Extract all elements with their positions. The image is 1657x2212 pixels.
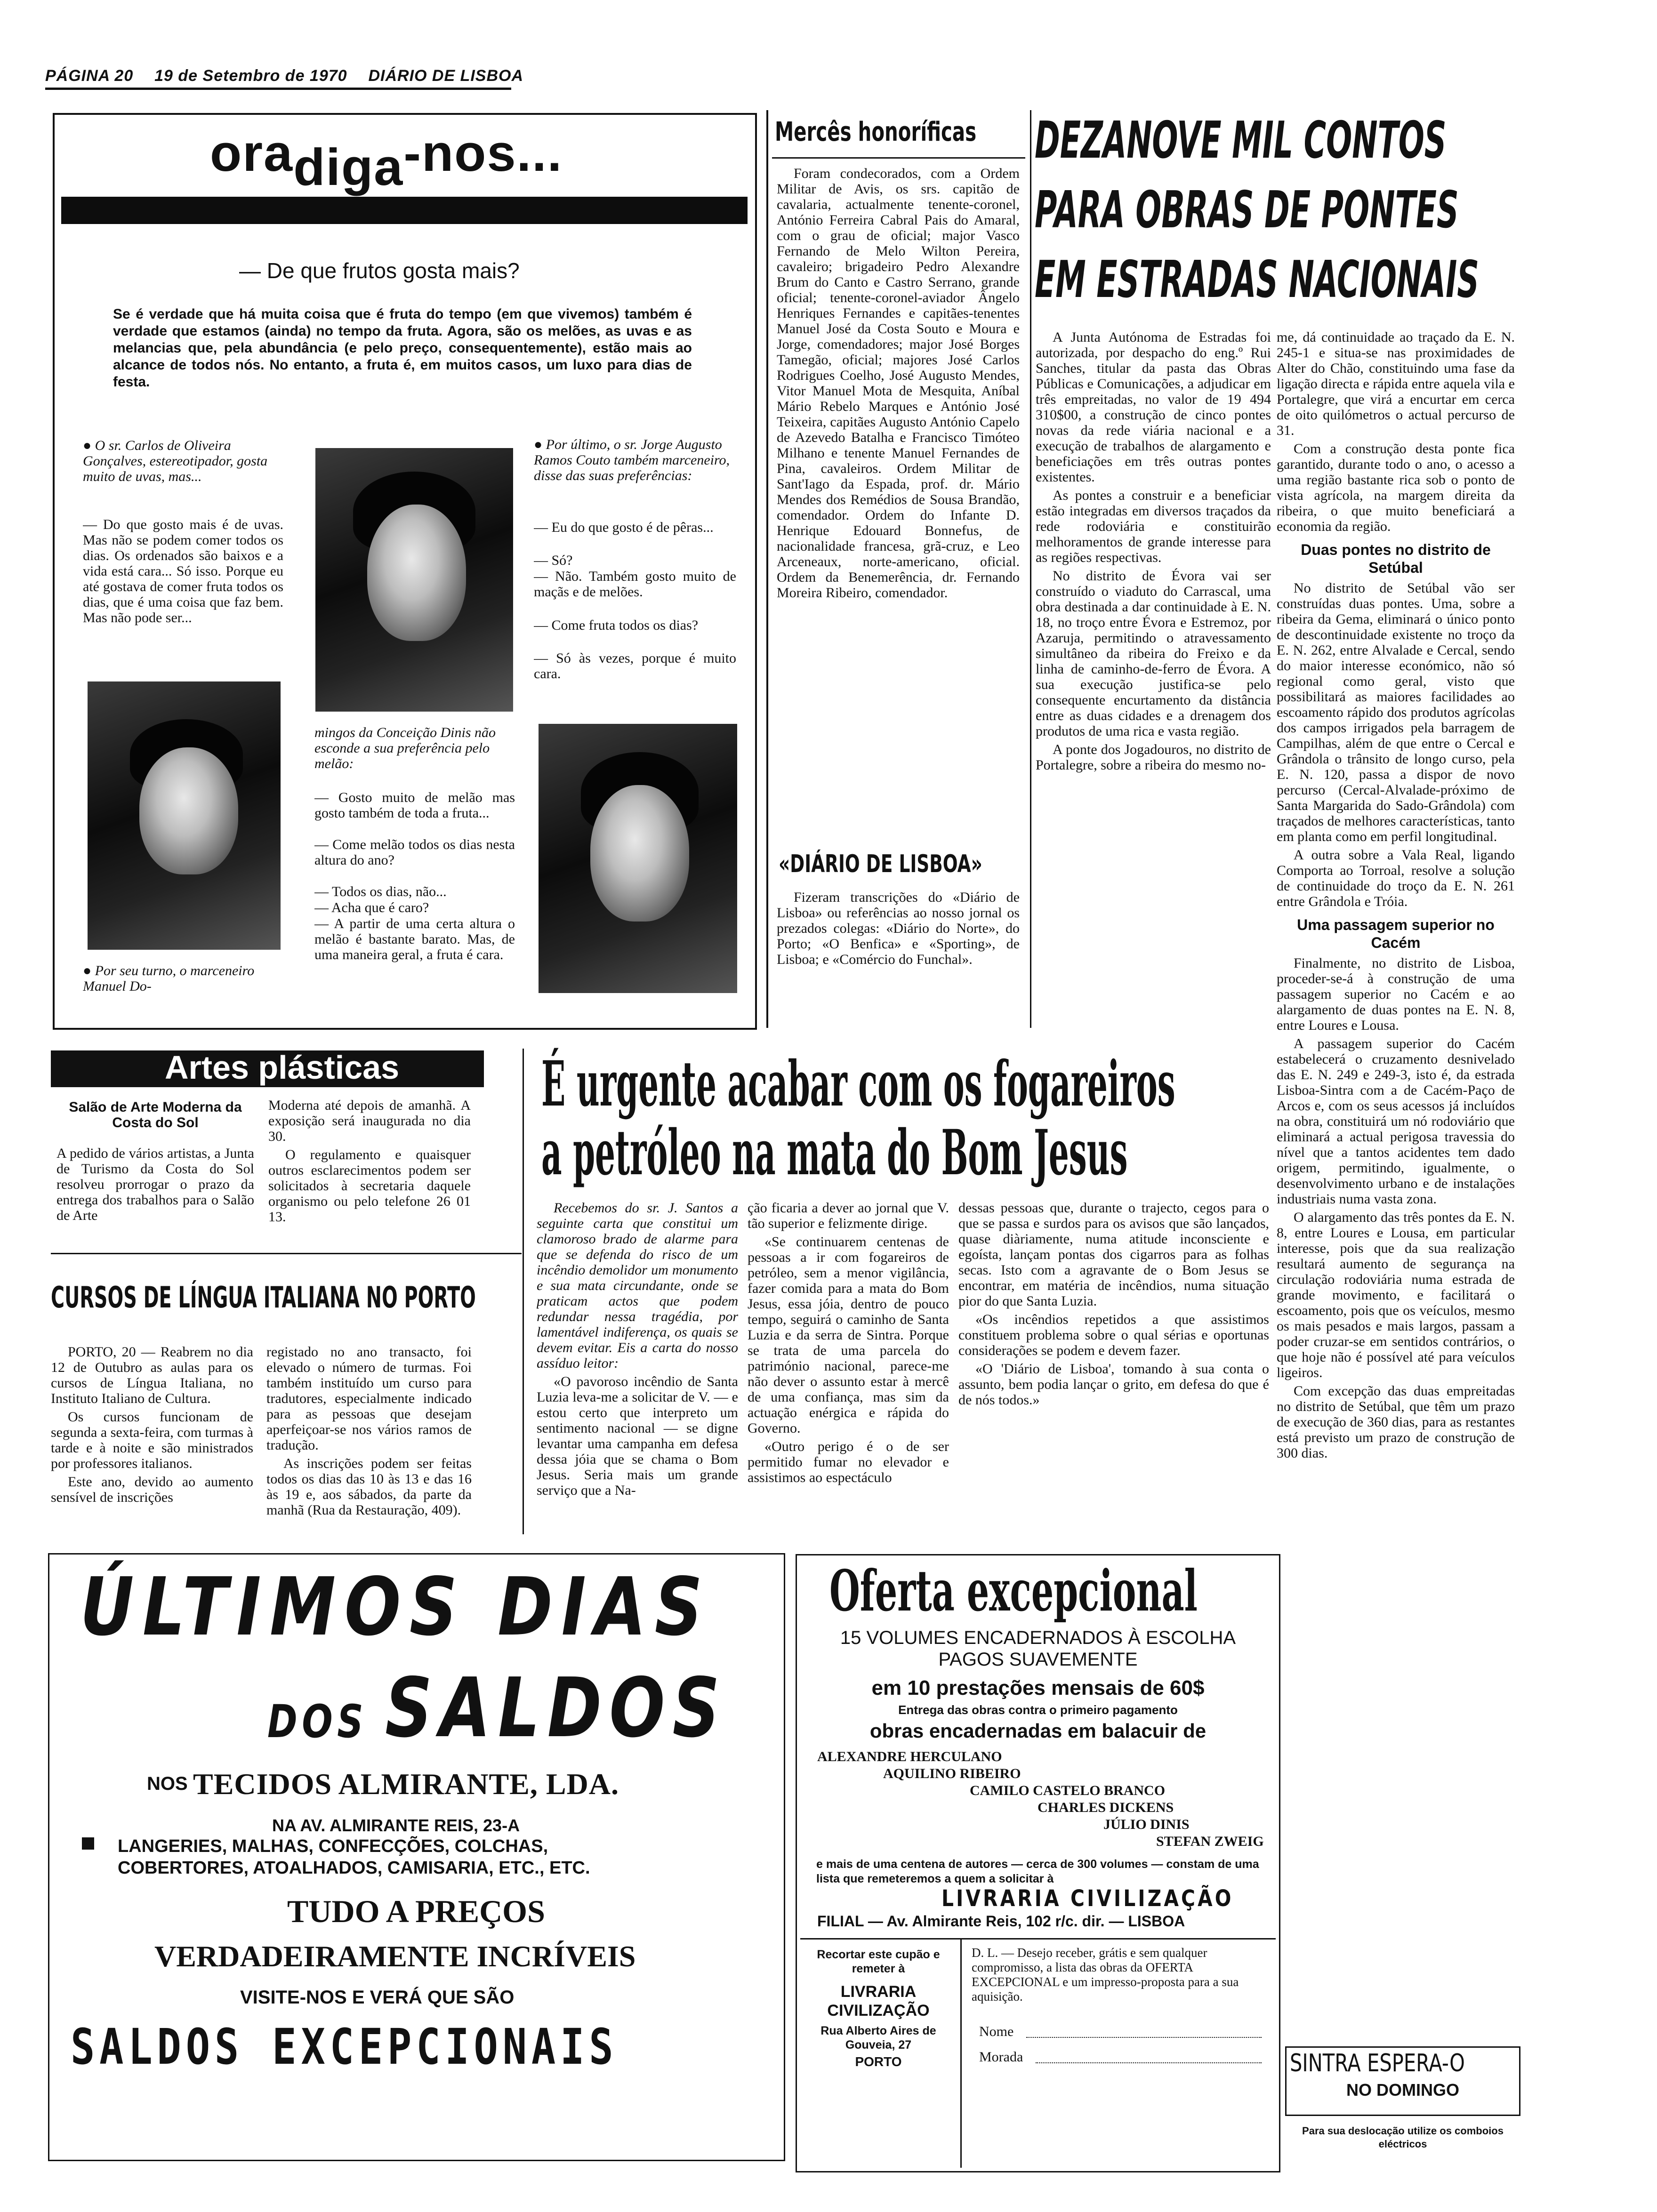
- photo-jorge-couto: [539, 724, 737, 993]
- ora-question: — De que frutos gosta mais?: [239, 258, 520, 283]
- coupon-morada-label: Morada: [979, 2049, 1023, 2065]
- coupon-nome-field[interactable]: [1026, 2037, 1262, 2038]
- coupon-form-text: D. L. — Desejo receber, grátis e sem qualquer compromisso, a lista das obras da OFERTA EXCEPCIONAL e um impresso-proposta para a sua aquisição.: [972, 1946, 1239, 2004]
- oferta-author: STEFAN ZWEIG: [1156, 1834, 1264, 1849]
- paper-name: DIÁRIO DE LISBOA: [368, 67, 524, 85]
- cupao-text-4: PORTO: [855, 2054, 902, 2069]
- oferta-line-1: 15 VOLUMES ENCADERNADOS À ESCOLHA: [840, 1627, 1236, 1648]
- artes-text-2: Moderna até depois de amanhã. A exposição será inaugurada no dia 30. O regulamento e quaisquer outros esclarecimentos podem ser solicitados à secretaria daquele organismo ou pelo telefone 26 01 13.: [268, 1098, 471, 1225]
- saldos-visite: VISITE-NOS E VERÁ QUE SÃO: [240, 1987, 515, 2008]
- oferta-author: CAMILO CASTELO BRANCO: [970, 1783, 1166, 1798]
- saldos-store: TECIDOS ALMIRANTE, LDA.: [193, 1767, 619, 1801]
- fogareiros-headline-1: É urgente acabar com os fogareiros: [541, 1048, 1175, 1121]
- saldos-nos: NOS: [147, 1773, 188, 1794]
- artes-text-1: A pedido de vários artistas, a Junta de Turismo da Costa do Sol resolveu prorrogar o prazo da entrega dos trabalhos para o Salão de Arte: [56, 1146, 254, 1223]
- cursos-rule: [51, 1253, 522, 1254]
- oferta-line-5: obras encadernadas em balacuir de: [869, 1720, 1207, 1742]
- oferta-line-2: PAGOS SUAVEMENTE: [938, 1649, 1138, 1670]
- ora-intro: Se é verdade que há muita coisa que é fruta do tempo (em que vivemos) também é verdade que estamos (ainda) no tempo da fruta. Agora, são os melões, as uvas e as melancias que, pela abundância (e pelo preço, consequentemente), estão mais ao alcance de todos nós. No entanto, a fruta é, em muitos casos, um luxo para dias de festa.: [113, 306, 692, 390]
- oferta-line-3: em 10 prestações mensais de 60$: [871, 1676, 1205, 1699]
- oferta-filial: FILIAL — Av. Almirante Reis, 102 r/c. dir. — LISBOA: [817, 1913, 1185, 1930]
- oferta-line-6: e mais de uma centena de autores — cerca de 300 volumes — constam de uma lista que remeteremos a quem a solicitar à: [816, 1858, 1259, 1885]
- oferta-author: JÚLIO DINIS: [1103, 1817, 1190, 1832]
- dl-box-text: Fizeram transcrições do «Diário de Lisboa» ou referências ao nosso jornal os prezados colegas: «Diário do Norte», do Porto; «O Benfica» e «Sporting», de Lisboa; e «Comércio do Funchal».: [777, 890, 1020, 967]
- coupon-morada-field[interactable]: [1036, 2062, 1262, 2063]
- artes-subtitle: Salão de Arte Moderna da Costa do Sol: [69, 1099, 242, 1130]
- oferta-title: Oferta excepcional: [829, 1558, 1198, 1624]
- oferta-author: ALEXANDRE HERCULANO: [817, 1749, 1002, 1764]
- cupao-text-2: LIVRARIA CIVILIZAÇÃO: [827, 1983, 930, 2020]
- ora-col3-caption: ● Por último, o sr. Jorge Augusto Ramos Couto também marceneiro, disse das suas preferências:: [534, 437, 730, 483]
- oferta-line-4: Entrega das obras contra o primeiro pagamento: [898, 1703, 1178, 1717]
- sintra-line-1: SINTRA ESPERA-O: [1290, 2049, 1465, 2077]
- ora-col2-text-5: — A partir de uma certa altura o melão é bastante barato. Mas, de uma maneira geral, a fruta é cara.: [314, 916, 515, 962]
- ora-col3-text-3: — Não. Também gosto muito de maçãs e de melões.: [534, 569, 736, 600]
- page-number: PÁGINA 20: [45, 67, 134, 85]
- ora-col2-text-2: — Come melão todos os dias nesta altura do ano?: [314, 837, 515, 868]
- ora-col1-caption: ● O sr. Carlos de Oliveira Gonçalves, estereotipador, gosta muito de uvas, mas...: [83, 438, 268, 484]
- photo-carlos-goncalves: [88, 681, 281, 950]
- saldos-excepcionais: SALDOS EXCEPCIONAIS: [71, 2018, 618, 2076]
- ora-col2-text-1: — Gosto muito de melão mas gosto também de toda a fruta...: [314, 790, 515, 821]
- column-rule: [1030, 110, 1031, 1028]
- ora-col2-caption: mingos da Conceição Dinis não esconde a sua preferência pelo melão:: [314, 725, 496, 771]
- masthead: [45, 67, 523, 85]
- oferta-author: CHARLES DICKENS: [1038, 1800, 1174, 1815]
- column-rule: [766, 110, 768, 1028]
- saldos-line-1: ÚLTIMOS DIAS: [80, 1561, 711, 1654]
- ora-col3-text-5: — Só às vezes, porque é muito cara.: [534, 650, 736, 681]
- cupao-text-1: Recortar este cupão e remeter à: [817, 1948, 940, 1975]
- saldos-address: NA AV. ALMIRANTE REIS, 23-A: [272, 1816, 520, 1835]
- oferta-livraria: LIVRARIA CIVILIZAÇÃO: [941, 1885, 1234, 1912]
- merces-title: Mercês honoríficas: [775, 117, 977, 147]
- merces-rule: [772, 157, 1025, 159]
- oferta-cut-rule: [800, 1938, 1276, 1940]
- ora-col1-bottom-caption: ● Por seu turno, o marceneiro Manuel Do-: [83, 963, 255, 994]
- ora-title: oradiga-nos...: [210, 124, 563, 196]
- merces-text: Foram condecorados, com a Ordem Militar de Avis, os srs. capitão de cavalaria, actualmente tenente-coronel, António Ferreira Cabral Pais do Amaral, com o grau de oficial; major Vasco Fernando de Melo Wilton Pereira, cavaleiro; brigadeiro Pedro Alexandre Brum do Canto e Castro Serrano, grande oficial; tenente-coronel-aviador Ângelo Henriques Fernandes e capitães-tenentes Manuel José da Costa Souto e Moura e Jorge, comendadores; major José Borges Tamegão, oficial; majores José Carlos Rodrigues Coelho, José Augusto Mendes, Vitor Manuel Mota de Mesquita, Aníbal Mário Rebelo Marques e António José Teixeira, capitães Augusto António Capelo de Azevedo Batalha e Francisco Timóteo Milhano e tenente Manuel Fernandes de Pina, cavaleiros. Ordem Militar de Sant'Iago da Espada, prof. dr. Mário Mendes dos Remédios de Sousa Brandão, comendador. Ordem do Infante D. Henrique Edouard Bonnefus, de nacionalidade francesa, grã-cruz, e Leo Arceneaux, norte-americano, oficial. Ordem da Benemerência, dr. Fernando Moreira Ribeiro, comendador.: [777, 166, 1020, 601]
- ora-col3-text-1: — Eu do que gosto é de pêras...: [534, 520, 714, 535]
- pontes-headline-2: PARA OBRAS DE PONTES: [1035, 181, 1459, 240]
- ora-col3-text-2: — Só?: [534, 553, 573, 568]
- ora-col1-text: — Do que gosto mais é de uvas. Mas não se podem comer todos os dias. Os ordenados são baixos e a vida está cara... Só isso. Porque eu até gostava de comer fruta todos os dias, que é uma coisa que faz bem. Mas não pode ser...: [83, 517, 283, 625]
- sintra-line-2: NO DOMINGO: [1346, 2080, 1459, 2100]
- bullet-square-icon: [82, 1837, 94, 1850]
- saldos-line-2b: SALDOS: [385, 1660, 727, 1756]
- pontes-headline-3: EM ESTRADAS NACIONAIS: [1035, 250, 1479, 309]
- saldos-tudo: TUDO A PREÇOS: [287, 1893, 545, 1929]
- fogareiros-col2: ção ficaria a dever ao jornal que V. tão superior e felizmente dirige. «Se continuarem centenas de pessoas a ir com fogareiros de petróleo, sem a menor vigilância, fazer comida para a mata do Bom Jesus, essa jóia, dentro de pouco tempo, seguirá o caminho de Santa Luzia e da serra de Sintra. Porque se trata de uma parcela do património nacional, parece-me não dever o assunto estar à mercê de uma confiança, mas sim da actuação enérgica e rápida do Governo. «Outro perigo é o de ser permitido fumar no elevador e assistimos ao espectáculo: [748, 1200, 949, 1485]
- oferta-author: AQUILINO RIBEIRO: [883, 1766, 1021, 1781]
- coupon-nome-label: Nome: [979, 2024, 1014, 2039]
- oferta-cut-rule: [960, 1938, 962, 2168]
- ora-col3-text-4: — Come fruta todos os dias?: [534, 617, 699, 633]
- pontes-col2: me, dá continuidade ao traçado da E. N. 245-1 e situa-se nas proximidades de Alter do Chão, constituindo uma fase da ligação directa e rápida entre aquela vila e Portalegre, que virá a encurtar em cerca de oito quilómetros o actual percurso de 31. Com a construção desta ponte fica garantido, durante todo o ano, o acesso a uma região bastante rica sob o ponto de vista agrícola, na margem direita da ribeira, o que muito beneficiará a economia da região. Duas pontes no distrito de Setúbal No distrito de Setúbal vão ser construídas duas pontes. Uma, sobre a ribeira da Gema, eliminará o único ponto de descontinuidade existente no troço da E. N. 262, entre Alvalade e Cercal, sendo do maior interesse económico, não só regional como geral, visto que possibilitará as maiores facilidades ao escoamento rápido dos produtos agrícolas dos campos irrigados pela barragem de Campilhas, além de que entre o Cercal e Grândola o trânsito de longo curso, pela E. N. 120, passa a dispor de novo percurso (Cercal-Alvalade-próximo de Santa Margarida do Sado-Grândola) com traçados de melhores características, tanto em planta como em perfil longitudinal. A outra sobre a Vala Real, ligando Comporta ao Torroal, resolve a solução de continuidade do troço da E. N. 261 entre Grândola e Tróia. Uma passagem superior no Cacém Finalmente, no distrito de Lisboa, proceder-se-á à construção de uma passagem superior no Cacém e ao alargamento de duas pontes na E. N. 8, entre Loures e Lousa. A passagem superior do Cacém estabelecerá o cruzamento desnivelado das E. N. 249 e 249-3, isto é, da estrada Lisboa-Sintra com a de Cacém-Paço de Arcos e, com os seus acessos já incluídos na obra, constituirá um nó rodoviário que eliminará a actual perigosa travessia do nível que a tantos acidentes tem dado origem, permitindo, igualmente, o desenvolvimento urbano e de instalações industriais numa vasta zona. O alargamento das três pontes da E. N. 8, entre Loures e Lousa, em particular interesse, pois que da sua realização resultará aumento de segurança na circulação rodoviária numa estrada de grande movimento, e facilitará o escoamento, pois que os veículos, mesmo os mais pesados e mais largos, passam a poder cruzar-se em sentidos contrários, o que hoje não é possível até para veículos ligeiros. Com excepção das duas empreitadas no distrito de Setúbal, que têm um prazo de execução de 360 dias, para as restantes está previsto um prazo de construção de 300 dias.: [1277, 329, 1515, 1461]
- cursos-col1: PORTO, 20 — Reabrem no dia 12 de Outubro as aulas para os cursos de Língua Italiana, no Instituto Italiano de Cultura. Os cursos funcionam de segunda a sexta-feira, com turmas à tarde e à noite e são ministrados por professores italianos. Este ano, devido ao aumento sensível de inscrições: [51, 1344, 253, 1505]
- saldos-line-2a: DOS: [267, 1695, 368, 1748]
- saldos-items: LANGERIES, MALHAS, CONFECÇÕES, COLCHAS, COBERTORES, ATOALHADOS, CAMISARIA, ETC., ETC.: [118, 1836, 590, 1878]
- masthead-rule: [45, 88, 511, 90]
- pontes-headline-1: DEZANOVE MIL CONTOS: [1035, 111, 1447, 170]
- cursos-title: CURSOS DE LÍNGUA ITALIANA NO PORTO: [51, 1280, 476, 1314]
- fogareiros-col3: dessas pessoas que, durante o trajecto, cegos para o que se passa e surdos para os avisos que são lançados, quase diàriamente, numa atitude inconsciente e egoísta, lançam pontas dos cigarros para as folhas secas. Isto com a agravante de o Bom Jesus se encontrar, em matéria de incêndios, numa situação pior do que Santa Luzia. «Os incêndios repetidos a que assistimos constituem problema sobre o qual sérias e oportunas considerações se podem e devem fazer. «O 'Diário de Lisboa', tomando à sua conta o assunto, bem podia lançar o grito, em defesa do que é de nós todos.»: [958, 1200, 1269, 1408]
- artes-banner-text: Artes plásticas: [165, 1049, 400, 1086]
- dl-box-title: «DIÁRIO DE LISBOA»: [779, 850, 982, 878]
- cursos-col2: registado no ano transacto, foi elevado o número de turmas. Foi também instituído um curso para tradutores, especialmente indicado para as pessoas que desejam aperfeiçoar-se nos vários ramos de tradução. As inscrições podem ser feitas todos os dias das 10 às 13 e das 16 às 19 e, aos sábados, da parte da manhã (Rua da Restauração, 409).: [266, 1344, 472, 1518]
- cupao-text-3: Rua Alberto Aires de Gouveia, 27: [820, 2024, 936, 2052]
- ora-col2-text-4: — Acha que é caro?: [314, 900, 429, 915]
- fogareiros-headline-2: a petróleo na mata do Bom Jesus: [541, 1116, 1128, 1189]
- pontes-col1: A Junta Autónoma de Estradas foi autorizada, por despacho do eng.º Rui Sanches, titular da pasta das Obras Públicas e Comunicações, a adjudicar em três empreitadas, no valor de 19 494 310$00, a construção de cinco pontes novas da rede viária nacional e a execução de trabalhos de alargamento e beneficiações em três outras pontes existentes. As pontes a construir e a beneficiar estão integradas em diversos traçados da rede rodoviária e constituirão melhoramentos de grande interesse para as regiões respectivas. No distrito de Évora vai ser construído o viaduto do Carrascal, uma obra destinada a dar continuidade à E. N. 18, no troço entre Évora e Estremoz, por Azaruja, permitindo o atravessamento simultâneo da ribeira do Freixo e da linha de caminho-de-ferro de Évora. A sua execução justifica-se pelo consequente encurtamento da distância entre as duas cidades e a drenagem dos produtos de uma rica e vasta região. A ponte dos Jogadouros, no distrito de Portalegre, sobre a ribeira do mesmo no-: [1036, 329, 1271, 773]
- fogareiros-col1: Recebemos do sr. J. Santos a seguinte carta que constitui um clamoroso brado de alarme para que se defenda do risco de um incêndio demolidor um monumento e sua mata circundante, onde se praticam actos que podem redundar nessa tragédia, por lamentável indiferença, os quais se devem evitar. Eis a carta do nosso assíduo leitor: «O pavoroso incêndio de Santa Luzia leva-me a solicitar de V. — e estou certo que interpreto um sentimento nacional — se digne levantar uma campanha em defesa dessa jóia que se chama o Bom Jesus. Seria mais um grande serviço que a Na-: [537, 1200, 738, 1498]
- column-rule: [523, 1049, 524, 1534]
- photo-manuel-dinis: [315, 448, 513, 712]
- saldos-verdadeiramente: VERDADEIRAMENTE INCRÍVEIS: [154, 1940, 636, 1973]
- ora-title-bar: [61, 197, 748, 224]
- page-date: 19 de Setembro de 1970: [154, 67, 347, 85]
- sintra-line-3: Para sua deslocação utilize os comboios eléctricos: [1302, 2125, 1504, 2150]
- ora-col2-text-3: — Todos os dias, não...: [314, 884, 447, 899]
